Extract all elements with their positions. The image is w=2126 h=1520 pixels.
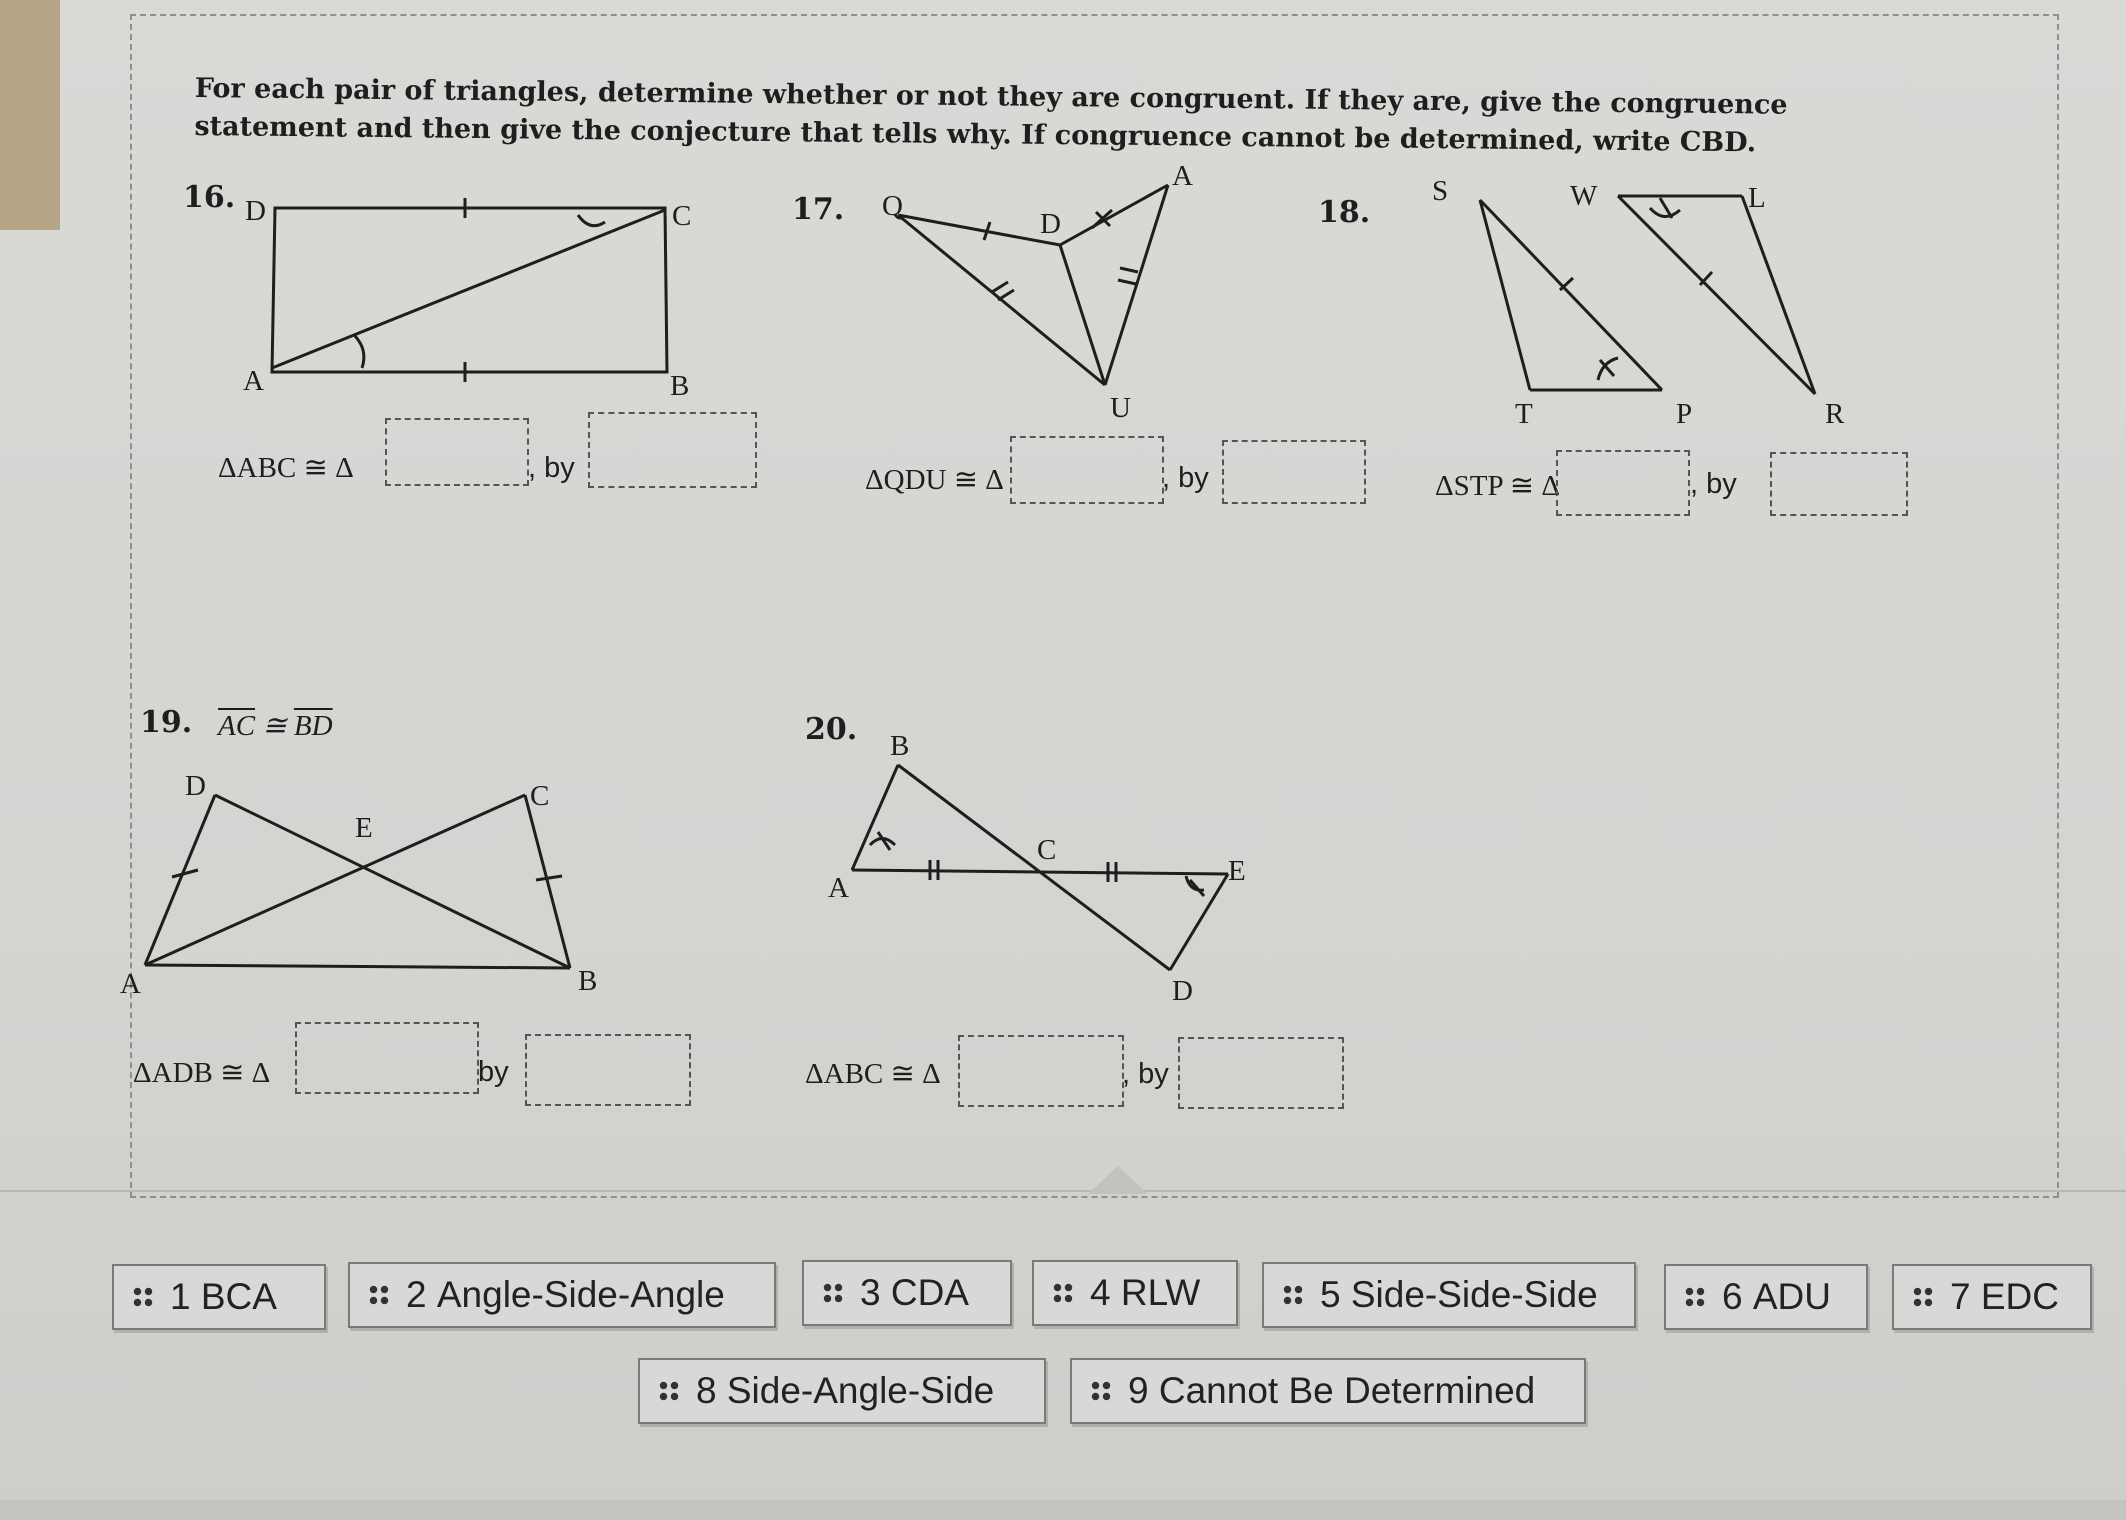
given-19-congruent: ≅ [255,710,294,742]
vertex-label: E [355,812,373,844]
by-17: , by [1162,462,1209,494]
vertex-label: P [1676,398,1693,430]
answer-slot-16-reason[interactable] [588,412,757,488]
vertex-label: Q [882,190,903,222]
vertex-label: A [243,365,264,397]
vertex-label: W [1570,180,1598,212]
answer-slot-17-reason[interactable] [1222,440,1366,504]
vertex-label: T [1515,398,1533,430]
by-18: , by [1690,468,1737,500]
chip-index: 6 [1722,1276,1743,1317]
vertex-label: A [828,872,849,904]
answer-chip-cda[interactable] [802,1260,1012,1326]
statement-18: ΔSTP ≅ Δ [1435,470,1560,502]
vertex-label: D [1172,975,1193,1007]
answer-slot-18-triangle[interactable] [1556,450,1690,516]
by-20: , by [1122,1058,1169,1090]
answer-chip-adu[interactable] [1664,1264,1868,1330]
drag-handle-icon[interactable] [1090,1380,1112,1402]
vertex-label: E [1228,855,1246,887]
answer-chip-side-angle-side[interactable] [638,1358,1046,1424]
chip-index: 7 [1950,1276,1971,1317]
figure-16 [272,198,667,382]
vertex-label: R [1825,398,1845,430]
chip-index: 2 [406,1274,427,1315]
chip-label: BCA [200,1276,277,1317]
problem-20-number: 20. [805,712,858,747]
chip-index: 9 [1128,1370,1149,1411]
drag-handle-icon[interactable] [368,1284,390,1306]
answer-slot-19-triangle[interactable] [295,1022,479,1094]
drag-handle-icon[interactable] [1912,1286,1934,1308]
vertex-label: C [672,200,692,232]
answer-slot-19-reason[interactable] [525,1034,691,1106]
vertex-label: D [185,770,206,802]
statement-19: ΔADB ≅ Δ [133,1057,271,1089]
given-19 [218,708,333,743]
statement-20: ΔABC ≅ Δ [805,1058,941,1090]
answer-slot-16-triangle[interactable] [385,418,529,486]
instructions-text: For each pair of triangles, determine whether or not they are congruent. If they are, give the congruence statement and then give the conjecture that tells why. If congruence cannot be determined, write CBD. [194,72,1788,159]
answer-chip-bca[interactable] [112,1264,326,1330]
problem-16-number: 16. [183,180,236,215]
drag-handle-icon[interactable] [1684,1286,1706,1308]
drag-handle-icon[interactable] [822,1282,844,1304]
vertex-label: S [1432,175,1449,207]
chip-index: 8 [696,1370,717,1411]
given-19-segment-b: $\overline{BD}$ [293,710,333,742]
vertex-label: B [890,730,910,762]
answer-slot-17-triangle[interactable] [1010,436,1164,504]
vertex-label: L [1748,182,1766,214]
answer-chip-rlw[interactable] [1032,1260,1238,1326]
drag-handle-icon[interactable] [1052,1282,1074,1304]
chip-index: 4 [1090,1272,1111,1313]
answer-bank [0,1190,2126,1492]
chip-label: Angle-Side-Angle [436,1274,725,1315]
by-19: by [478,1056,509,1088]
vertex-label: A [1172,160,1193,192]
drag-handle-icon[interactable] [658,1380,680,1402]
given-19-segment-a: $\overline{AC}$ [218,710,256,742]
answer-chip-edc[interactable] [1892,1264,2092,1330]
answer-slot-20-reason[interactable] [1178,1037,1344,1109]
chip-index: 1 [170,1276,191,1317]
by-16: , by [528,452,575,484]
answer-chip-side-side-side[interactable] [1262,1262,1636,1328]
problem-18-number: 18. [1318,195,1371,230]
figure-17 [898,185,1168,385]
chip-label: CDA [890,1272,969,1313]
vertex-label: B [670,370,690,402]
chip-label: Side-Side-Side [1350,1274,1598,1315]
vertex-label: U [1110,392,1131,424]
answer-chip-angle-side-angle[interactable] [348,1262,776,1328]
vertex-label: C [530,780,550,812]
bank-collapse-arrow-icon[interactable] [1088,1162,1148,1196]
chip-index: 5 [1320,1274,1341,1315]
vertex-label: A [120,968,141,1000]
chip-label: Cannot Be Determined [1158,1370,1536,1411]
figure-18 [1480,196,1815,394]
chip-label: ADU [1752,1276,1831,1317]
problem-19-number: 19. [140,705,193,740]
answer-slot-20-triangle[interactable] [958,1035,1124,1107]
chip-index: 3 [860,1272,881,1313]
vertex-label: D [1040,208,1061,240]
answer-slot-18-reason[interactable] [1770,452,1908,516]
bottom-edge [0,1500,2126,1520]
statement-16: ΔABC ≅ Δ [218,452,354,484]
vertex-label: D [245,195,266,227]
statement-17: ΔQDU ≅ Δ [865,464,1004,496]
vertex-label: B [578,965,598,997]
drag-handle-icon[interactable] [132,1286,154,1308]
vertex-label: C [1037,834,1057,866]
answer-chip-cannot-be-determined[interactable] [1070,1358,1586,1424]
chip-label: Side-Angle-Side [726,1370,995,1411]
problem-17-number: 17. [792,192,845,227]
figure-20 [852,765,1228,970]
chip-label: RLW [1120,1272,1201,1313]
drag-handle-icon[interactable] [1282,1284,1304,1306]
chip-label: EDC [1980,1276,2059,1317]
